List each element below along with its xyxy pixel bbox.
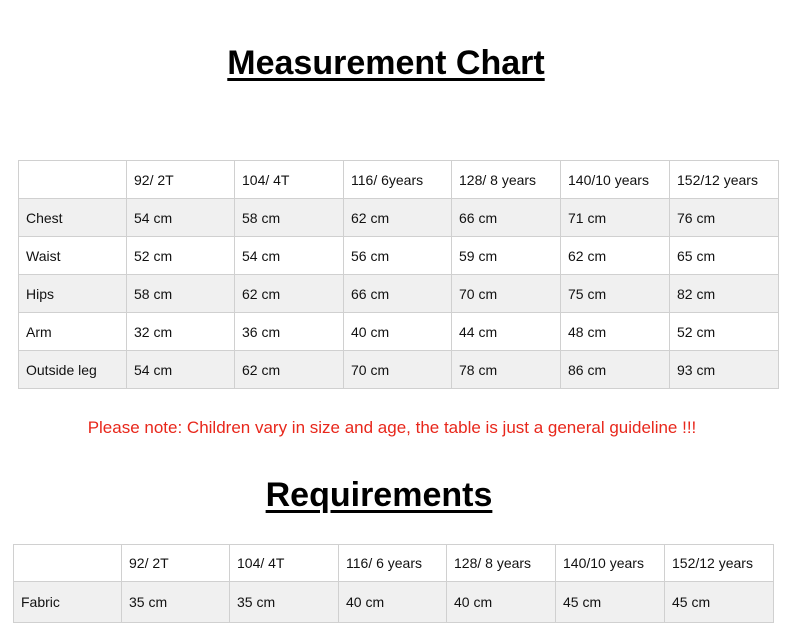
table-cell: 32 cm	[127, 313, 235, 351]
table-cell: 82 cm	[670, 275, 779, 313]
table-header-cell: 116/ 6 years	[339, 545, 447, 582]
table-row	[19, 237, 779, 275]
table-header-cell: 152/12 years	[665, 545, 774, 582]
table-cell: 75 cm	[561, 275, 670, 313]
table-cell: 70 cm	[452, 275, 561, 313]
table-header-cell: 92/ 2T	[122, 545, 230, 582]
table-header-cell: 104/ 4T	[230, 545, 339, 582]
table-cell: 62 cm	[235, 275, 344, 313]
table-header-cell: 140/10 years	[556, 545, 665, 582]
table-cell: 93 cm	[670, 351, 779, 389]
table-cell: 78 cm	[452, 351, 561, 389]
table-header-cell	[14, 545, 122, 582]
table-cell: 58 cm	[127, 275, 235, 313]
table-header-row	[19, 161, 779, 199]
row-label: Arm	[19, 313, 127, 351]
table-cell: 66 cm	[344, 275, 452, 313]
table-cell: 44 cm	[452, 313, 561, 351]
table-cell: 56 cm	[344, 237, 452, 275]
table-cell: 70 cm	[344, 351, 452, 389]
table-cell: 54 cm	[127, 351, 235, 389]
table-cell: 71 cm	[561, 199, 670, 237]
size-note: Please note: Children vary in size and age, the table is just a general guideline !!!	[87, 418, 697, 437]
table-header-cell: 116/ 6years	[344, 161, 452, 199]
table-header-cell: 140/10 years	[561, 161, 670, 199]
table-cell: 62 cm	[344, 199, 452, 237]
table-row	[19, 313, 779, 351]
table-cell: 54 cm	[127, 199, 235, 237]
table-row	[19, 275, 779, 313]
table-row	[19, 199, 779, 237]
table-row	[19, 351, 779, 389]
requirements-title: Requirements	[265, 476, 493, 514]
table-cell: 62 cm	[235, 351, 344, 389]
table-cell: 58 cm	[235, 199, 344, 237]
row-label: Chest	[19, 199, 127, 237]
table-cell: 36 cm	[235, 313, 344, 351]
table-cell: 65 cm	[670, 237, 779, 275]
table-header-cell	[19, 161, 127, 199]
table-cell: 76 cm	[670, 199, 779, 237]
table-header-cell: 92/ 2T	[127, 161, 235, 199]
row-label: Outside leg	[19, 351, 127, 389]
table-cell: 40 cm	[344, 313, 452, 351]
table-cell: 40 cm	[339, 582, 447, 623]
page-title: Measurement Chart	[227, 44, 545, 82]
table-row	[14, 582, 774, 623]
requirements-table	[13, 544, 774, 623]
table-header-cell: 128/ 8 years	[452, 161, 561, 199]
table-cell: 35 cm	[230, 582, 339, 623]
row-label: Hips	[19, 275, 127, 313]
table-cell: 62 cm	[561, 237, 670, 275]
table-cell: 48 cm	[561, 313, 670, 351]
table-cell: 35 cm	[122, 582, 230, 623]
table-cell: 66 cm	[452, 199, 561, 237]
table-cell: 86 cm	[561, 351, 670, 389]
table-cell: 52 cm	[670, 313, 779, 351]
row-label: Waist	[19, 237, 127, 275]
table-cell: 52 cm	[127, 237, 235, 275]
table-cell: 45 cm	[556, 582, 665, 623]
table-header-cell: 104/ 4T	[235, 161, 344, 199]
table-header-cell: 152/12 years	[670, 161, 779, 199]
table-cell: 45 cm	[665, 582, 774, 623]
table-header-cell: 128/ 8 years	[447, 545, 556, 582]
measurement-table	[18, 160, 779, 389]
table-header-row	[14, 545, 774, 582]
row-label: Fabric	[14, 582, 122, 623]
table-cell: 40 cm	[447, 582, 556, 623]
table-cell: 54 cm	[235, 237, 344, 275]
table-cell: 59 cm	[452, 237, 561, 275]
